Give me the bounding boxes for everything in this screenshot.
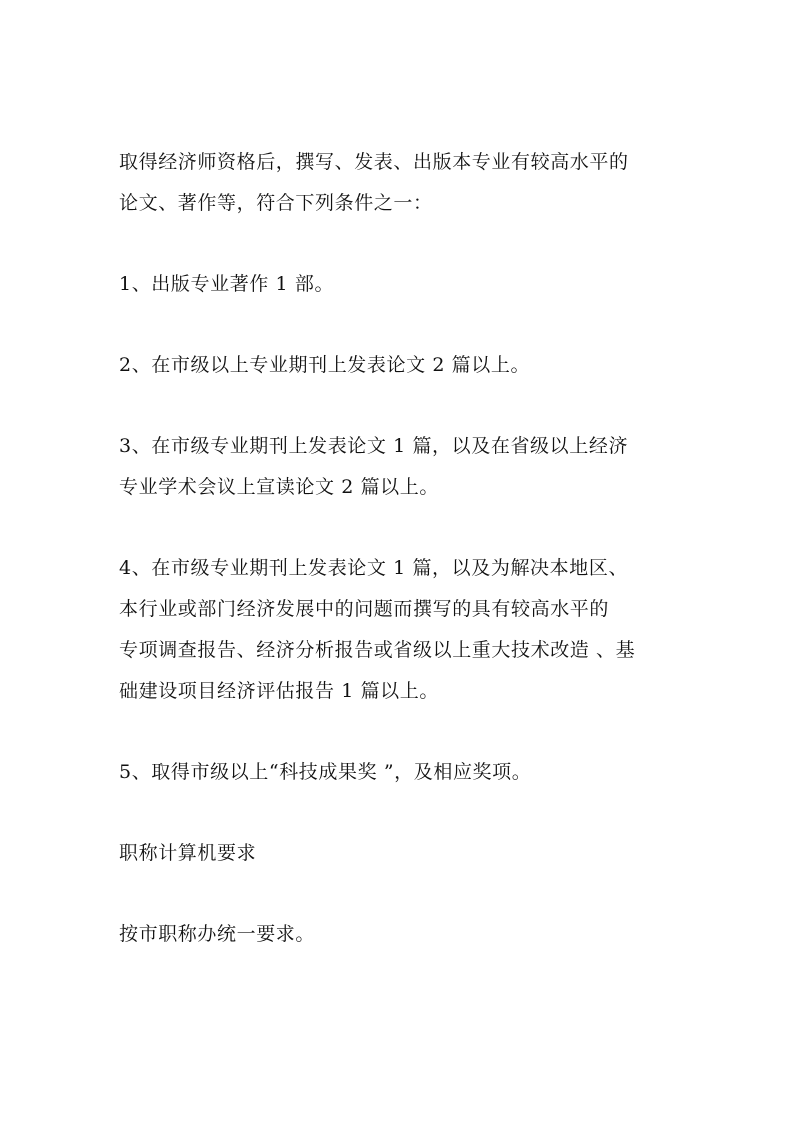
text-line: 5、取得市级以上“科技成果奖 ”，及相应奖项。: [119, 761, 532, 783]
paragraph-item-3: [119, 426, 679, 508]
text-line: 专业学术会议上宣读论文 2 篇以上。: [119, 476, 439, 498]
paragraph-item-4: [119, 548, 679, 712]
text-line: 2、在市级以上专业期刊上发表论文 2 篇以上。: [119, 354, 531, 376]
text-line: 本行业或部门经济发展中的问题而撰写的具有较高水平的: [119, 598, 610, 620]
paragraph-item-1: [119, 264, 679, 305]
paragraph-item-2: [119, 345, 679, 386]
text-line: 按市职称办统一要求。: [119, 923, 316, 945]
text-line: 4、在市级专业期刊上发表论文 1 篇，以及为解决本地区、: [119, 557, 629, 579]
text-line: 取得经济师资格后，撰写、发表、出版本专业有较高水平的: [119, 151, 629, 173]
paragraph-item-5: [119, 752, 679, 793]
text-line: 专项调查报告、经济分析报告或省级以上重大技术改造 、基: [119, 639, 636, 661]
text-line: 3、在市级专业期刊上发表论文 1 篇，以及在省级以上经济: [119, 435, 629, 457]
text-line: 论文、著作等，符合下列条件之一：: [119, 192, 433, 214]
document-body: [119, 142, 679, 955]
text-line: 础建设项目经济评估报告 1 篇以上。: [119, 680, 439, 702]
text-line: 职称计算机要求: [119, 842, 257, 864]
section-heading: [119, 833, 679, 874]
text-line: 1、出版专业著作 1 部。: [119, 273, 335, 295]
paragraph-requirement: [119, 914, 679, 955]
paragraph-intro: [119, 142, 679, 224]
